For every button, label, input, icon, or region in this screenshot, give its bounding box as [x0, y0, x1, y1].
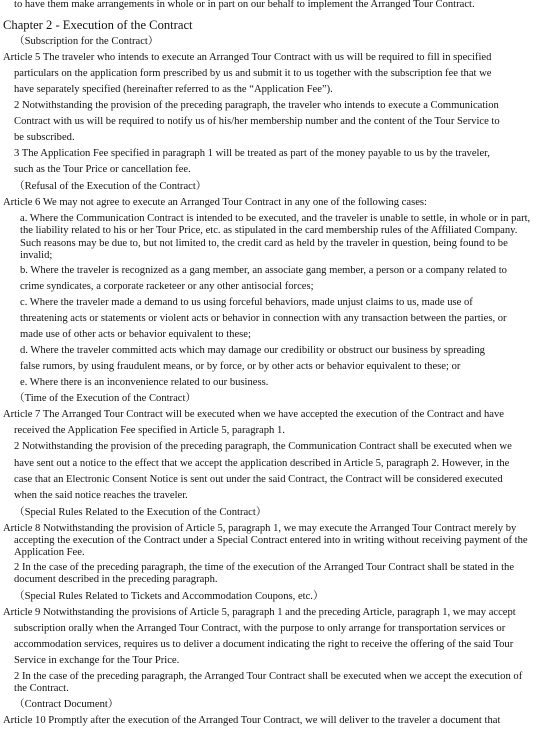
article-line: Article 10 Promptly after the execution of the Arranged Tour Contract, we will deliver to the traveler a document that [3, 715, 501, 726]
text-line: accepting the execution of the Contract under a Special Contract entered into in writing without receiving payment of the [14, 534, 528, 546]
text-line: 2 Notwithstanding the provision of the preceding paragraph, the Communication Contract shall be executed when we [14, 441, 512, 453]
text-line: d. Where the traveler committed acts which may damage our credibility or obstruct our business by spreading [20, 345, 485, 357]
text-line: have sent out a notice to the effect that we accept the application described in Article 5, paragraph 2. However, in the [14, 457, 510, 469]
text-line: have separately specified (hereinafter referred to as the “Application Fee”). [14, 83, 333, 95]
text-line: 3 The Application Fee specified in paragraph 1 will be treated as part of the money payable to us by the traveler, [14, 148, 490, 159]
article-line: Article 8 Notwithstanding the provision of Article 5, paragraph 1, we may execute the Arranged Tour Contract merely by [3, 522, 517, 534]
text-line: received the Application Fee specified in Article 5, paragraph 1. [14, 425, 285, 437]
text-line: when the said notice reaches the traveler. [14, 489, 188, 501]
section-heading: （Time of the Execution of the Contract） [14, 393, 197, 405]
text-line: document described in the preceding paragraph. [14, 574, 218, 586]
text-line: Such reasons may be due to, but not limited to, the credit card as held by the traveler in question, being found to be [20, 237, 508, 249]
text-line: threatening acts or statements or violent acts or behavior in connection with any transaction between the parties, or [20, 313, 507, 325]
text-line: particulars on the application form prescribed by us and submit it to us together with the subscription fee that we [14, 67, 492, 79]
text-line: the liability related to his or her Tour Price, etc. as stipulated in the card membership rules of the Affiliated Company. [20, 225, 518, 237]
text-line: be subscribed. [14, 132, 75, 143]
text-line: Contract with us will be required to notify us of his/her membership number and the content of the Tour Service to [14, 116, 500, 127]
section-heading: （Special Rules Related to Tickets and Accommodation Coupons, etc.） [14, 590, 324, 602]
text-line: false rumors, by using fraudulent means, or by force, or by other acts or behavior equivalent to these; or [20, 361, 461, 373]
text-line: the Contract. [14, 682, 69, 694]
text-line: 2 Notwithstanding the provision of the preceding paragraph, the traveler who intends to execute a Communication [14, 99, 499, 111]
text-line: crime syndicates, a corporate racketeer or any other antisocial forces; [20, 281, 314, 293]
text-line: Application Fee. [14, 547, 85, 559]
text-line: such as the Tour Price or cancellation fee. [14, 164, 191, 176]
text-line: Service in exchange for the Tour Price. [14, 654, 180, 666]
text-line: a. Where the Communication Contract is intended to be executed, and the traveler is unable to settle, in whole or in part, [20, 213, 531, 225]
text-line: invalid; [20, 249, 53, 261]
text-line: accommodation services, requires us to deliver a document indicating the right to receive the offering of the said Tour [14, 638, 514, 650]
text-line: c. Where the traveler made a demand to us using forceful behaviors, made unjust claims to us, made use of [20, 297, 473, 309]
text-line: 2 In the case of the preceding paragraph, the Arranged Tour Contract shall be executed when we accept the execution of [14, 670, 523, 682]
text-line: case that an Electronic Consent Notice is sent out under the said Contract, the Contract will be considered executed [14, 473, 503, 485]
article-line: Article 7 The Arranged Tour Contract will be executed when we have accepted the execution of the Contract and have [3, 409, 504, 421]
article-line: Article 5 The traveler who intends to execute an Arranged Tour Contract with us will be required to fill in specified [3, 51, 492, 63]
section-heading: （Contract Document） [14, 699, 119, 710]
text-line: to have them make arrangements in whole or in part on our behalf to implement the Arranged Tour Contract. [14, 0, 475, 10]
section-heading: （Refusal of the Execution of the Contract） [14, 181, 207, 193]
chapter-title: Chapter 2 - Execution of the Contract [3, 17, 193, 32]
section-heading: （Special Rules Related to the Execution of the Contract） [14, 506, 267, 518]
section-heading: （Subscription for the Contract） [14, 35, 159, 47]
text-line: subscription orally when the Arranged Tour Contract, with the purpose to only arrange for transportation services or [14, 622, 506, 634]
text-line: 2 In the case of the preceding paragraph, the time of the execution of the Arranged Tour Contract shall be stated in the [14, 562, 515, 574]
text-line: b. Where the traveler is recognized as a gang member, an associate gang member, a person or a company related to [20, 265, 507, 276]
article-line: Article 6 We may not agree to execute an Arranged Tour Contract in any one of the following cases: [3, 197, 427, 209]
text-line: made use of other acts or behavior equivalent to these; [20, 329, 251, 341]
text-line: e. Where there is an inconvenience related to our business. [20, 377, 269, 389]
article-line: Article 9 Notwithstanding the provisions of Article 5, paragraph 1 and the preceding Article, paragraph 1, we may accept [3, 606, 516, 618]
